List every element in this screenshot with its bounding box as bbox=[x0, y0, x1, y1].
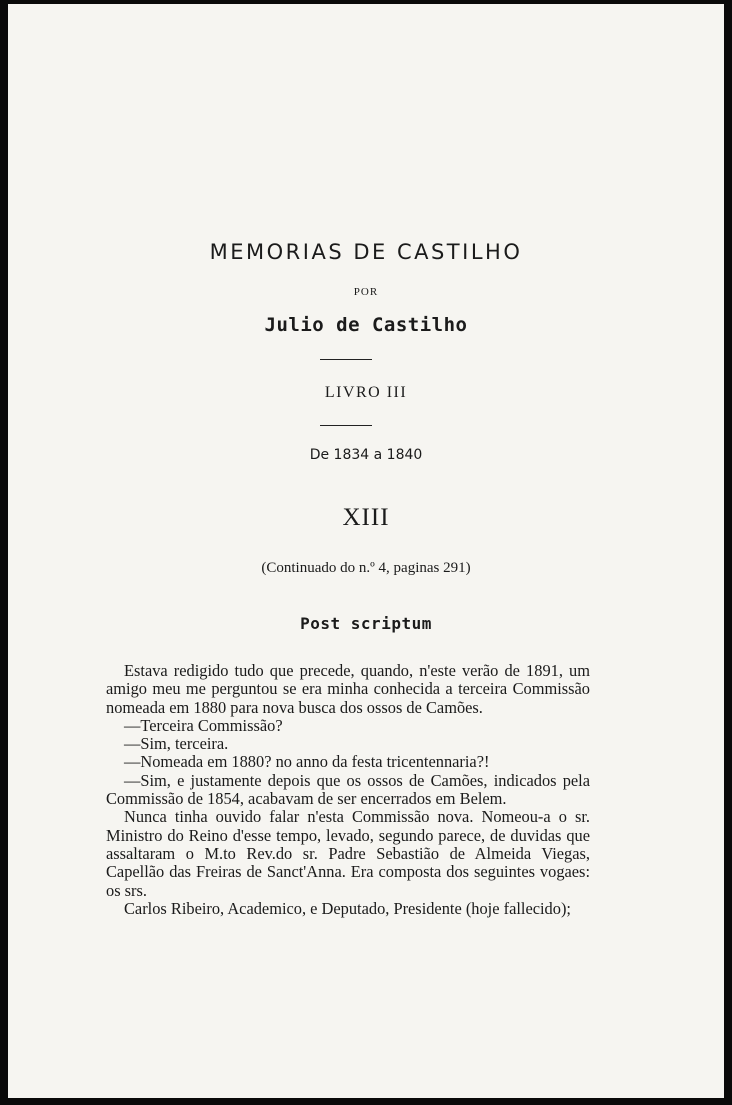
paragraph: —Sim, e justamente depois que os ossos de Camões, indicados pela Commissão de 1854, acabavam de ser encerrados em Belem. bbox=[106, 770, 590, 809]
book-number: LIVRO III bbox=[324, 384, 408, 401]
author-name: Julio de Castilho bbox=[264, 314, 468, 336]
document-title: MEMORIAS DE CASTILHO bbox=[209, 240, 523, 264]
divider-rule bbox=[320, 425, 372, 426]
paragraph: Estava redigido tudo que precede, quando, n'este verão de 1891, um amigo meu me perguntou se era minha conhecida a terceira Commissão nomeada em 1880 para nova busca dos ossos de Camões. bbox=[106, 661, 590, 717]
date-range: De 1834 a 1840 bbox=[309, 447, 423, 463]
chapter-number: XIII bbox=[342, 504, 390, 531]
continuation-note: (Continuado do n.º 4, paginas 291) bbox=[261, 560, 471, 576]
divider-rule bbox=[320, 359, 372, 360]
byline: POR bbox=[353, 286, 379, 298]
document-page bbox=[8, 4, 724, 1098]
paragraph: Nunca tinha ouvido falar n'esta Commissão nova. Nomeou-a o sr. Ministro do Reino d'esse tempo, levado, segundo parece, de duvidas que assaltaram o M.to Rev.do sr. Padre Sebastião de Almeida Viegas, Capellão das Freiras de Sanct'Anna. Era composta dos seguintes vogaes: os srs. bbox=[106, 807, 590, 900]
paragraph: —Sim, terceira. bbox=[124, 734, 229, 754]
paragraph: —Terceira Commissão? bbox=[124, 715, 283, 735]
section-title: Post scriptum bbox=[300, 614, 432, 633]
paragraph: —Nomeada em 1880? no anno da festa tricentennaria?! bbox=[124, 752, 490, 772]
body-text bbox=[106, 662, 590, 918]
paragraph: Carlos Ribeiro, Academico, e Deputado, Presidente (hoje fallecido); bbox=[124, 898, 571, 918]
